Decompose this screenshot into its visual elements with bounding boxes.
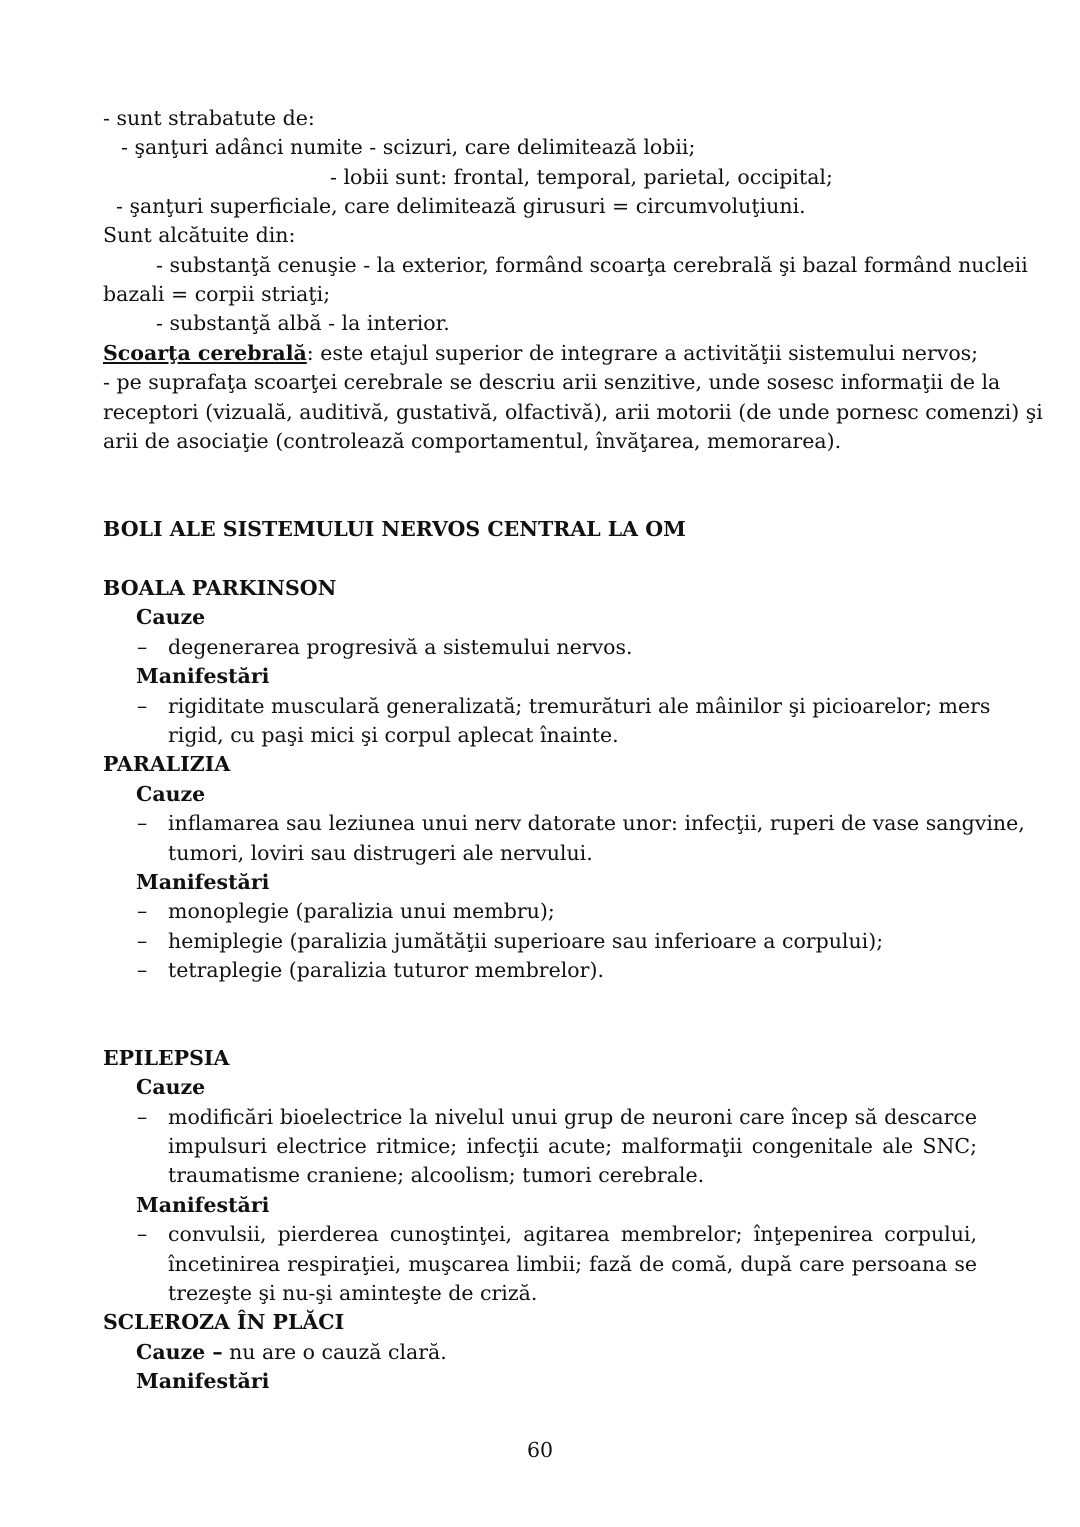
scoarta-line: [103, 339, 977, 368]
intro-line-6: - substanţă cenuşie - la exterior, formând scoarţa cerebrală şi bazal formând nucleii: [156, 253, 1028, 277]
list-dash: –: [137, 635, 148, 659]
intro-line-11: receptori (vizuală, auditivă, gustativă, olfactivă), arii motorii (de unde pornesc comenzi) şi: [103, 400, 1043, 424]
epilepsia-cauze-1a: modificări bioelectrice la nivelul unui grup de neuroni care încep să descarce: [168, 1105, 977, 1129]
list-dash: –: [137, 929, 148, 953]
paralizia-cauze-1a: inflamarea sau leziunea unui nerv datorate unor: infecţii, ruperi de vase sangvine,: [168, 811, 1025, 835]
list-dash: –: [137, 1222, 148, 1246]
paralizia-manif-label: Manifestări: [136, 870, 270, 894]
intro-line-1: - sunt strabatute de:: [103, 106, 315, 130]
epilepsia-manif-1c: trezeşte şi nu-şi aminteşte de criză.: [168, 1281, 538, 1305]
paralizia-title: PARALIZIA: [103, 752, 231, 776]
scleroza-cauze-line: [136, 1338, 977, 1367]
scoarta-text: : este etajul superior de integrare a activităţii sistemului nervos;: [306, 341, 979, 365]
list-dash: –: [137, 899, 148, 923]
parkinson-cauze-label: Cauze: [136, 605, 206, 629]
epilepsia-manif-1b: încetinirea respiraţiei, muşcarea limbii; fază de comă, după care persoana se: [168, 1252, 977, 1276]
intro-line-5: Sunt alcătuite din:: [103, 223, 296, 247]
paralizia-manif-2: hemiplegie (paralizia jumătăţii superioare sau inferioare a corpului);: [168, 929, 884, 953]
paralizia-manif-3: tetraplegie (paralizia tuturor membrelor).: [168, 958, 604, 982]
parkinson-manif-label: Manifestări: [136, 664, 270, 688]
parkinson-title: BOALA PARKINSON: [103, 576, 337, 600]
intro-line-3: - lobii sunt: frontal, temporal, parietal, occipital;: [330, 165, 833, 189]
paralizia-cauze-label: Cauze: [136, 782, 206, 806]
section-title: BOLI ALE SISTEMULUI NERVOS CENTRAL LA OM: [103, 517, 686, 541]
epilepsia-manif-1a: convulsii, pierderea cunoştinţei, agitarea membrelor; înţepenirea corpului,: [168, 1222, 977, 1246]
scleroza-title: SCLEROZA ÎN PLĂCI: [103, 1310, 345, 1334]
intro-line-8: - substanţă albă - la interior.: [156, 311, 450, 335]
paralizia-cauze-1b: tumori, loviri sau distrugeri ale nervului.: [168, 841, 593, 865]
list-dash: –: [137, 958, 148, 982]
scoarta-label: Scoarţa cerebrală: [103, 341, 307, 365]
intro-line-2: - şanţuri adânci numite - scizuri, care delimitează lobii;: [121, 135, 696, 159]
epilepsia-cauze-1c: traumatisme craniene; alcoolism; tumori cerebrale.: [168, 1163, 705, 1187]
scleroza-cauze-label: Cauze –: [136, 1340, 223, 1364]
list-dash: –: [137, 1105, 148, 1129]
parkinson-manif-1a: rigiditate musculară generalizată; tremurături ale mâinilor şi picioarelor; mers: [168, 694, 991, 718]
page-number: 60: [526, 1438, 554, 1462]
list-dash: –: [137, 811, 148, 835]
intro-line-4: - şanţuri superficiale, care delimitează girusuri = circumvoluţiuni.: [116, 194, 806, 218]
epilepsia-title: EPILEPSIA: [103, 1046, 230, 1070]
scleroza-manif-label: Manifestări: [136, 1369, 270, 1393]
intro-line-10: - pe suprafaţa scoarţei cerebrale se descriu arii senzitive, unde sosesc informaţii de la: [103, 370, 1001, 394]
parkinson-manif-1b: rigid, cu paşi mici şi corpul aplecat înainte.: [168, 723, 619, 747]
parkinson-cauze-1: degenerarea progresivă a sistemului nervos.: [168, 635, 633, 659]
scleroza-cauze-text: nu are o cauză clară.: [222, 1340, 447, 1364]
intro-line-7: bazali = corpii striaţi;: [103, 282, 331, 306]
list-dash: –: [137, 694, 148, 718]
epilepsia-cauze-1b: impulsuri electrice ritmice; infecţii acute; malformaţii congenitale ale SNC;: [168, 1134, 977, 1158]
epilepsia-manif-label: Manifestări: [136, 1193, 270, 1217]
paralizia-manif-1: monoplegie (paralizia unui membru);: [168, 899, 555, 923]
epilepsia-cauze-label: Cauze: [136, 1075, 206, 1099]
intro-line-12: arii de asociaţie (controlează comportamentul, învăţarea, memorarea).: [103, 429, 842, 453]
